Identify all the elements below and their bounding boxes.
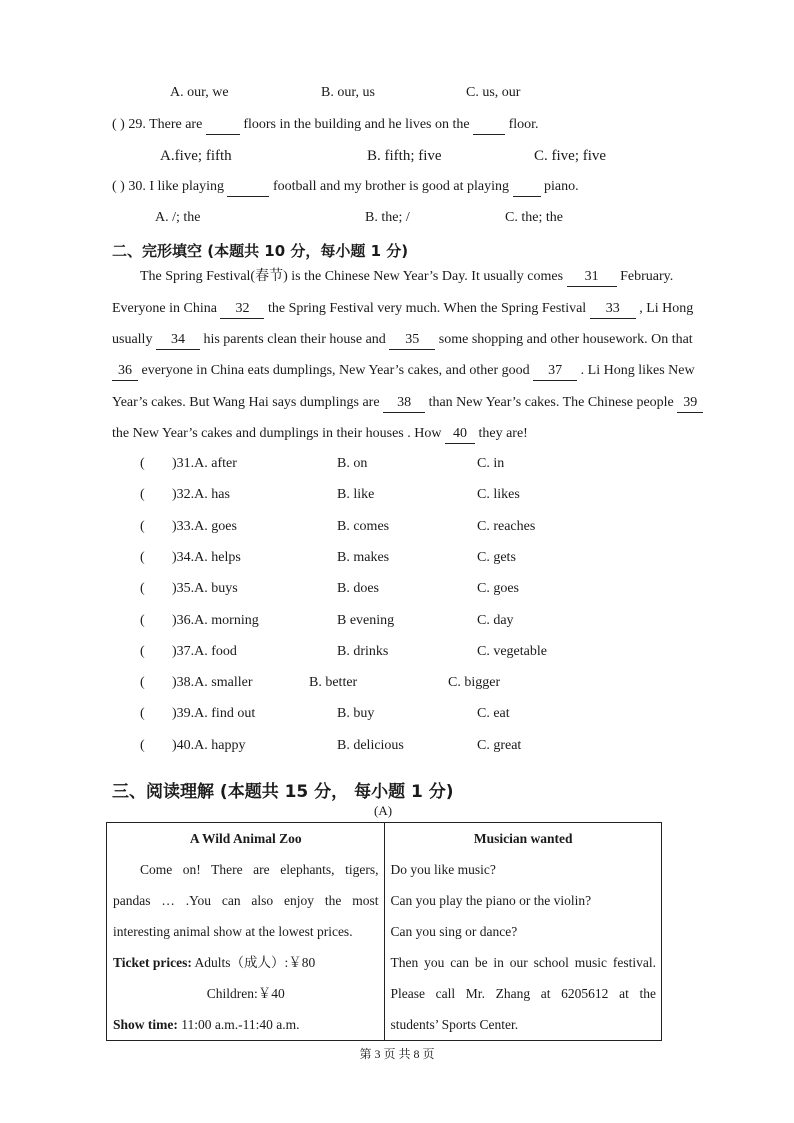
- blank-34: 34: [156, 331, 200, 350]
- question-text: I like playing: [149, 179, 224, 194]
- question-30: [112, 178, 579, 197]
- cloze-option-c: C. bigger: [448, 675, 501, 690]
- cloze-option-b: B. on: [337, 456, 368, 471]
- blank-32: 32: [220, 300, 264, 319]
- passage-text: than New Year’s cakes. The Chinese people: [428, 395, 674, 410]
- passage-line: [112, 394, 720, 413]
- show-label: Show time:: [113, 1017, 178, 1032]
- q30-option-b: B. the; /: [365, 210, 410, 225]
- passage-text: the Spring Festival very much. When the Spring Festival: [267, 301, 587, 316]
- ad-zoo-ticket-prices: [107, 947, 384, 978]
- ad-musician-text: Can you play the piano or the violin?: [390, 893, 592, 908]
- answer-blank: [473, 116, 505, 135]
- question-number: 29.: [128, 117, 146, 132]
- passage-text: usually: [112, 332, 153, 347]
- answer-paren: (: [140, 487, 145, 502]
- cloze-option-a: )36.A. morning: [172, 613, 259, 628]
- cloze-option-b: B evening: [337, 613, 395, 628]
- question-29: [112, 116, 539, 135]
- ads-table: [106, 822, 662, 1041]
- q29-option-b: B. fifth; five: [367, 148, 442, 164]
- passage-text: Everyone in China: [112, 301, 217, 316]
- ad-zoo-text: interesting animal show at the lowest prices.: [113, 924, 353, 939]
- passage-line: [112, 300, 720, 319]
- answer-paren: (: [140, 456, 145, 471]
- ad-musician-text: Then you can be in our school music festival.: [390, 955, 656, 970]
- passage-text: they are!: [478, 426, 528, 441]
- ad-zoo-show-time: [107, 1009, 384, 1040]
- ad-musician-text: students’ Sports Center.: [390, 1017, 519, 1032]
- passage-text: . Li Hong likes New: [580, 363, 695, 378]
- question-text: floor.: [508, 117, 539, 132]
- ad-zoo-text: pandas … .You can also enjoy the most: [113, 893, 379, 908]
- blank-33: 33: [590, 300, 636, 319]
- passage-text: everyone in China eats dumplings, New Year’s cakes, and other good: [141, 363, 530, 378]
- answer-paren: (: [140, 738, 145, 753]
- q28-option-a: A. our, we: [170, 85, 229, 100]
- answer-blank: [206, 116, 240, 135]
- ticket-label: Ticket prices:: [113, 955, 192, 970]
- section-2-title: 二、完形填空 (本题共 10 分，每小题 1 分): [112, 242, 409, 260]
- question-text: piano.: [544, 179, 579, 194]
- q28-option-c: C. us, our: [466, 85, 521, 100]
- q29-option-a: A.five; fifth: [160, 148, 232, 164]
- passage-text: some shopping and other housework. On that: [438, 332, 693, 347]
- q30-option-c: C. the; the: [505, 210, 563, 225]
- part-label: (A): [374, 803, 393, 818]
- answer-paren: (: [140, 706, 145, 721]
- cloze-option-a: )40.A. happy: [172, 738, 246, 753]
- question-text: floors in the building and he lives on the: [243, 117, 470, 132]
- answer-paren: (: [140, 613, 145, 628]
- cloze-option-a: )39.A. find out: [172, 706, 256, 721]
- passage-line: [112, 331, 720, 350]
- show-value: 11:00 a.m.-11:40 a.m.: [181, 1017, 300, 1032]
- answer-paren: ( ): [112, 179, 125, 194]
- ad-musician-text: Please call Mr. Zhang at 6205612 at the: [390, 986, 656, 1001]
- blank-31: 31: [567, 268, 617, 287]
- cloze-option-c: C. likes: [477, 487, 520, 502]
- ad-musician-text: Do you like music?: [390, 862, 496, 877]
- ad-musician-title: Musician wanted: [473, 831, 573, 846]
- cloze-option-c: C. great: [477, 738, 522, 753]
- cloze-option-c: C. day: [477, 613, 514, 628]
- page-footer: 第 3 页 共 8 页: [359, 1047, 435, 1061]
- passage-text: February.: [620, 269, 674, 284]
- cloze-option-b: B. better: [309, 675, 358, 690]
- answer-blank: [227, 178, 269, 197]
- ad-zoo: [107, 823, 385, 1041]
- blank-38: 38: [383, 394, 425, 413]
- question-number: 30.: [128, 179, 146, 194]
- passage-text: , Li Hong: [639, 301, 694, 316]
- q28-option-b: B. our, us: [321, 85, 375, 100]
- cloze-option-a: )32.A. has: [172, 487, 230, 502]
- passage-text: The Spring Festival(春节) is the Chinese New Year’s Day. It usually comes: [140, 269, 564, 284]
- passage-line: [112, 425, 720, 444]
- answer-paren: (: [140, 675, 145, 690]
- cloze-option-a: )38.A. smaller: [172, 675, 253, 690]
- cloze-option-c: C. goes: [477, 581, 519, 596]
- answer-paren: (: [140, 550, 145, 565]
- ad-musician: [384, 823, 662, 1041]
- passage-line: [112, 362, 720, 381]
- passage-text: his parents clean their house and: [203, 332, 386, 347]
- cloze-option-c: C. gets: [477, 550, 516, 565]
- blank-40: 40: [445, 425, 475, 444]
- cloze-option-b: B. like: [337, 487, 375, 502]
- cloze-option-b: B. buy: [337, 706, 375, 721]
- cloze-option-c: C. in: [477, 456, 505, 471]
- ad-zoo-title: A Wild Animal Zoo: [189, 831, 302, 846]
- passage-text: the New Year’s cakes and dumplings in their houses . How: [112, 426, 442, 441]
- cloze-option-c: C. vegetable: [477, 644, 547, 659]
- cloze-option-c: C. eat: [477, 706, 510, 721]
- blank-37: 37: [533, 362, 577, 381]
- cloze-option-a: )35.A. buys: [172, 581, 238, 596]
- q30-option-a: A. /; the: [155, 210, 201, 225]
- cloze-option-a: )31.A. after: [172, 456, 237, 471]
- cloze-option-b: B. comes: [337, 519, 390, 534]
- question-text: There are: [149, 117, 203, 132]
- cloze-option-a: )33.A. goes: [172, 519, 237, 534]
- passage-line: [112, 268, 720, 287]
- cloze-option-a: )37.A. food: [172, 644, 237, 659]
- cloze-option-b: B. drinks: [337, 644, 389, 659]
- passage-text: Year’s cakes. But Wang Hai says dumplings are: [112, 395, 380, 410]
- cloze-option-b: B. makes: [337, 550, 390, 565]
- cloze-option-b: B. does: [337, 581, 379, 596]
- ticket-adults: Adults（成人）:￥80: [194, 955, 316, 970]
- blank-39: 39: [677, 394, 703, 413]
- answer-paren: ( ): [112, 117, 125, 132]
- cloze-option-c: C. reaches: [477, 519, 536, 534]
- blank-35: 35: [389, 331, 435, 350]
- answer-paren: (: [140, 519, 145, 534]
- q29-option-c: C. five; five: [534, 148, 607, 164]
- blank-36: 36: [112, 362, 138, 381]
- ad-musician-text: Can you sing or dance?: [390, 924, 518, 939]
- cloze-option-b: B. delicious: [337, 738, 404, 753]
- cloze-option-a: )34.A. helps: [172, 550, 241, 565]
- ticket-children: Children:￥40: [206, 986, 285, 1001]
- answer-paren: (: [140, 581, 145, 596]
- section-3-title: 三、阅读理解 (本题共 15 分， 每小题 1 分): [112, 782, 454, 802]
- answer-blank: [513, 178, 541, 197]
- answer-paren: (: [140, 644, 145, 659]
- question-text: football and my brother is good at playing: [272, 179, 509, 194]
- ad-zoo-text: Come on! There are elephants, tigers,: [140, 862, 379, 877]
